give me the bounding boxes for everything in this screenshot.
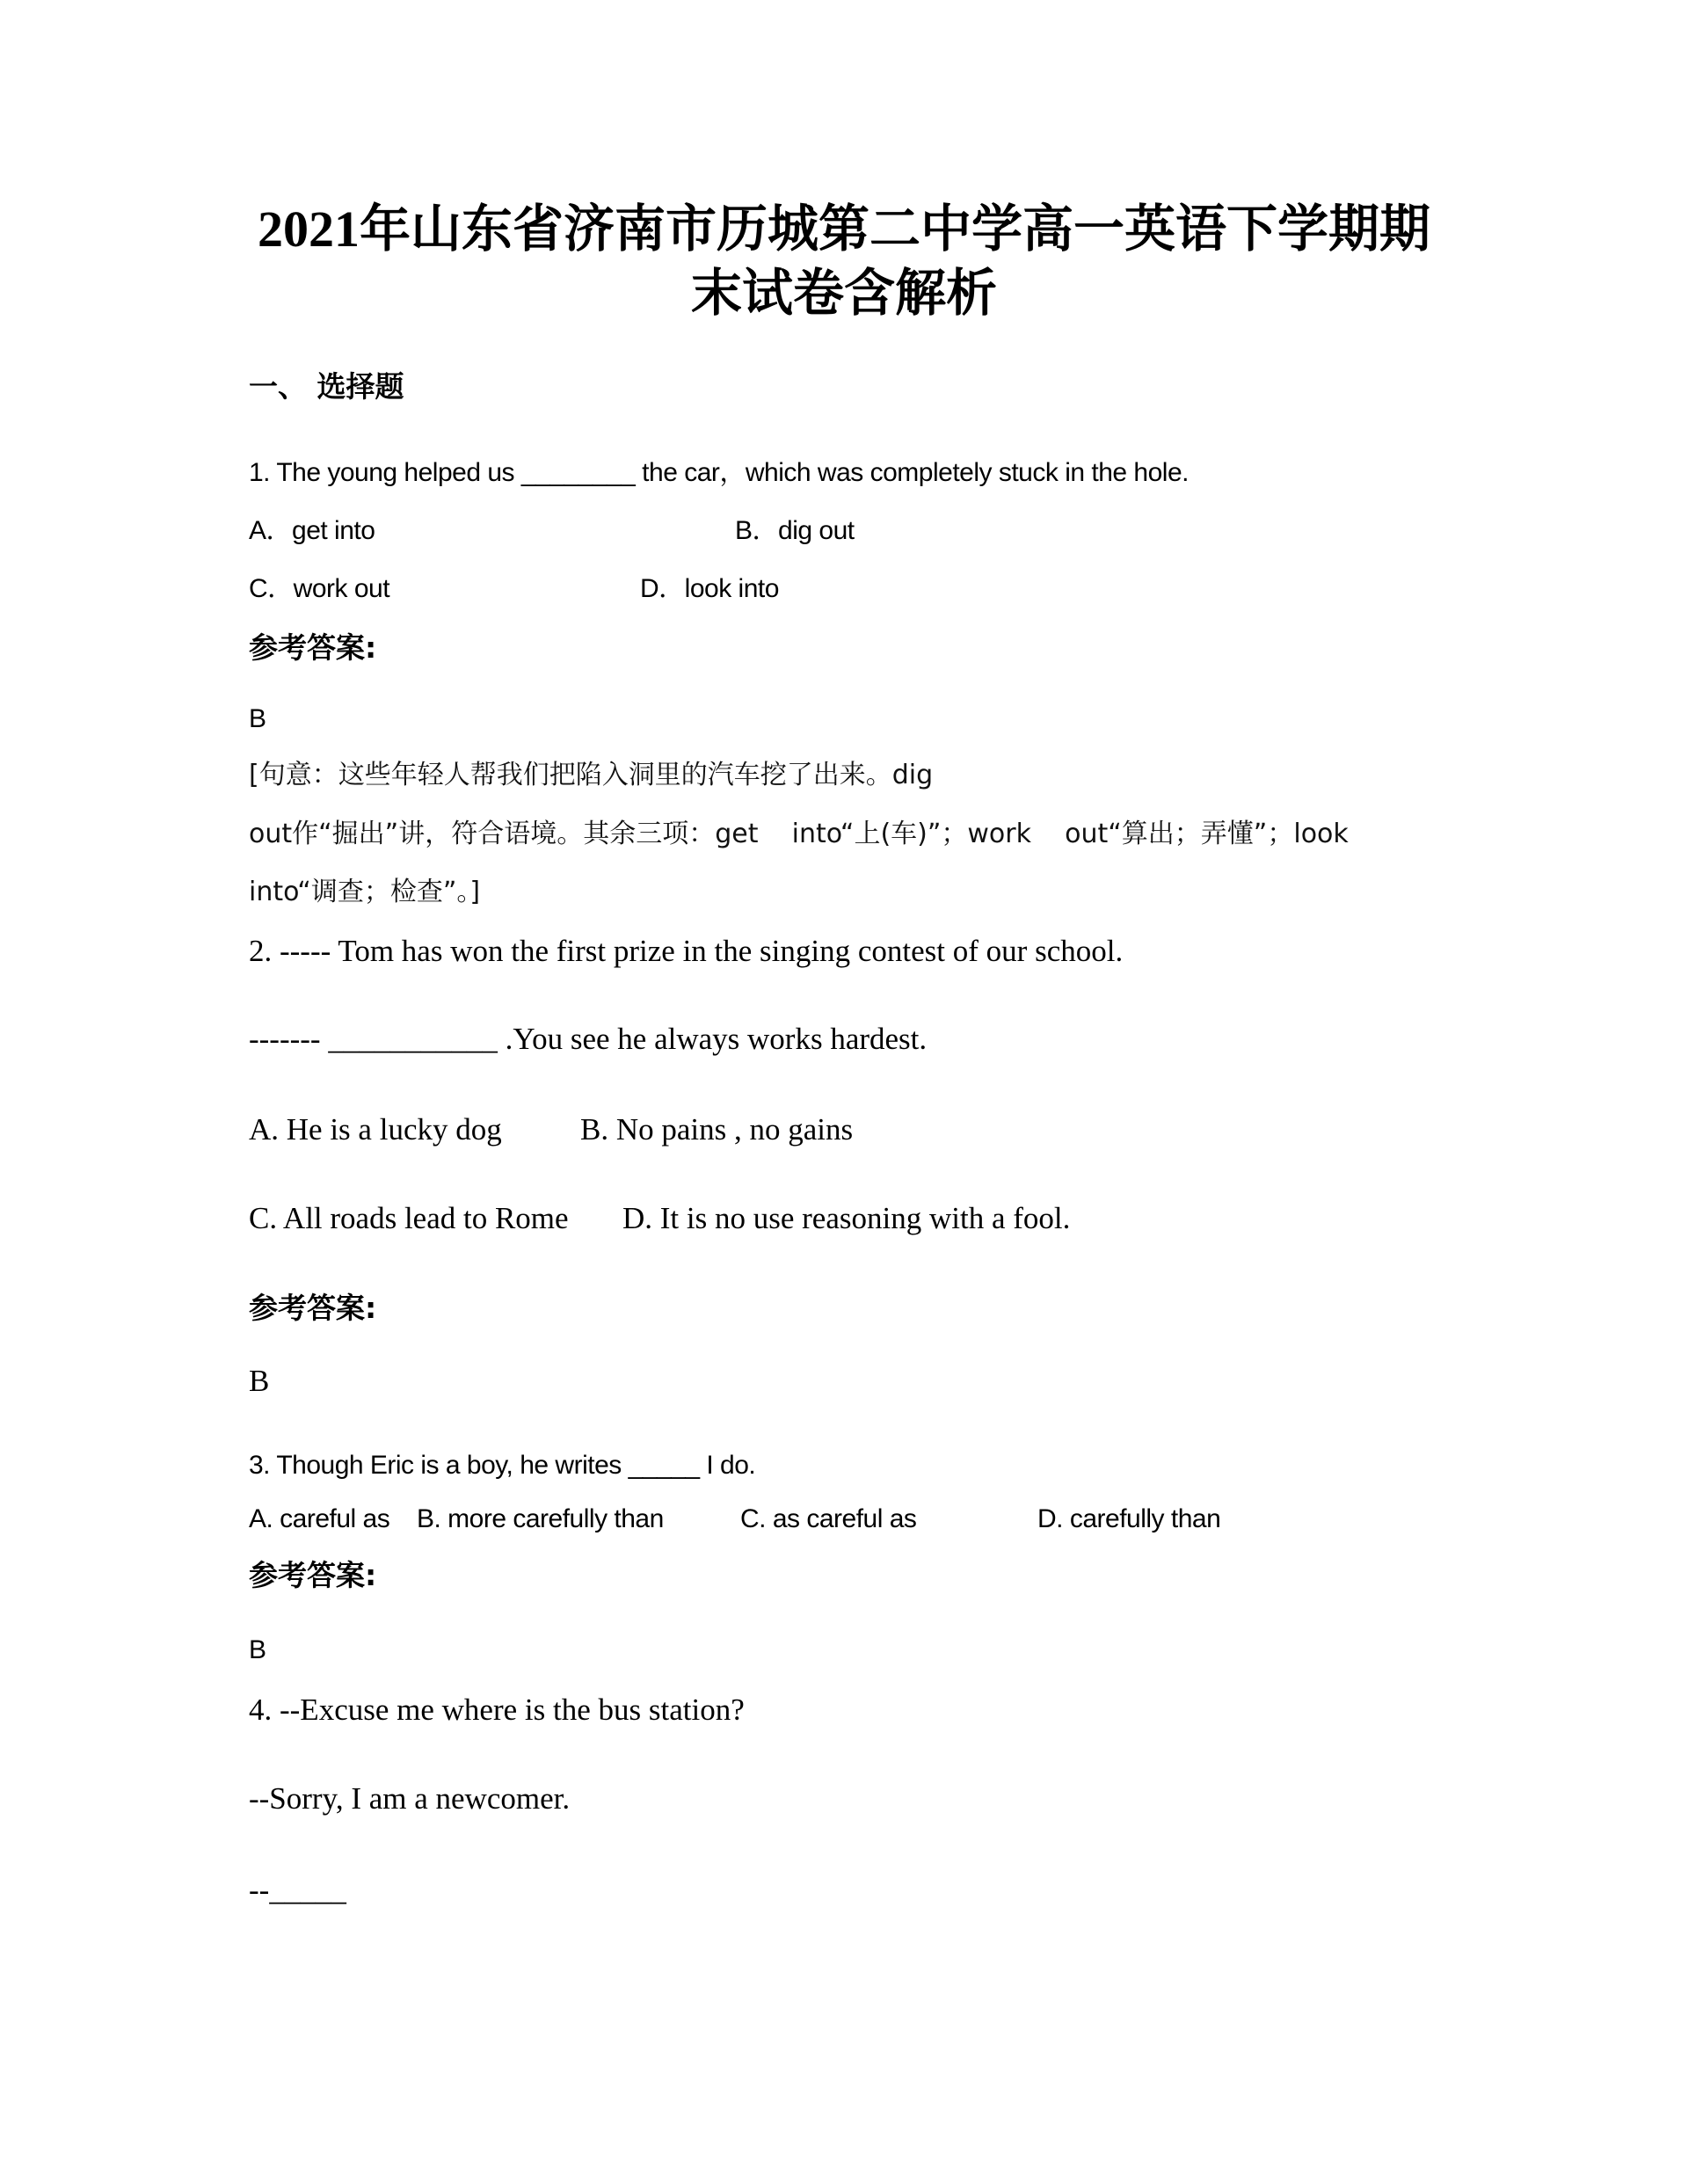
question-3-option-c: C. as careful as: [740, 1504, 917, 1533]
question-2-stem-line-2: [249, 1023, 927, 1054]
question-2-answer: B: [249, 1364, 270, 1398]
question-2-answer-label: 参考答案:: [249, 1291, 377, 1325]
question-2-option-a: A. He is a lucky dog: [249, 1112, 502, 1147]
question-1-answer-label: 参考答案:: [249, 630, 377, 665]
question-1-blank: ________: [520, 458, 636, 487]
question-2-stem-suffix: .You see he always works hardest.: [497, 1022, 928, 1056]
question-3-stem: [249, 1452, 755, 1479]
question-1-answer: B: [249, 704, 266, 733]
question-2-option-b: B. No pains , no gains: [580, 1112, 854, 1147]
document-title-line-1: 2021年山东省济南市历城第二中学高一英语下学期期: [257, 200, 1430, 258]
question-4-stem-line-2: --Sorry, I am a newcomer.: [249, 1781, 571, 1816]
question-1-option-d: D．look into: [640, 574, 779, 603]
question-3-option-d: D. carefully than: [1037, 1504, 1221, 1533]
question-1-stem-after: the car，which was completely stuck in the hole.: [635, 458, 1189, 487]
question-1-explanation-line-2: out作“掘出”讲，符合语境。其余三项：get into“上(车)”；work out“算出；弄懂”；look: [249, 819, 1349, 849]
question-4-stem-line-3: [249, 1875, 346, 1905]
question-1-explanation-line-3: into“调查；检查”。]: [249, 877, 481, 907]
document-title-line-2: 末试卷含解析: [690, 265, 997, 322]
question-3-blank: _____: [628, 1451, 700, 1480]
question-4-dash: --: [249, 1873, 270, 1907]
question-3-answer-label: 参考答案:: [249, 1558, 377, 1592]
section-heading: 一、 选择题: [249, 369, 404, 404]
question-3-option-b: B. more carefully than: [417, 1504, 664, 1533]
question-1-stem: [249, 460, 1189, 486]
question-4-blank: _____: [269, 1873, 346, 1907]
question-1-option-c: C．work out: [249, 574, 390, 603]
question-2-option-d: D. It is no use reasoning with a fool.: [622, 1201, 1071, 1235]
question-3-answer: B: [249, 1635, 266, 1664]
question-3-option-a: A. careful as: [249, 1504, 390, 1533]
question-2-dash: -------: [249, 1022, 329, 1056]
question-4-stem-line-1: 4. --Excuse me where is the bus station?: [249, 1693, 745, 1727]
question-1-option-b: B．dig out: [735, 516, 855, 545]
question-2-stem-line-1: 2. ----- Tom has won the first prize in the singing contest of our school.: [249, 934, 1124, 968]
question-1-explanation-line-1: [句意：这些年轻人帮我们把陷入洞里的汽车挖了出来。dig: [249, 760, 934, 790]
question-1-option-a: A．get into: [249, 516, 375, 545]
question-2-option-c: C. All roads lead to Rome: [249, 1201, 569, 1235]
question-3-stem-before: 3. Though Eric is a boy, he writes: [249, 1451, 629, 1480]
question-2-blank: ___________: [328, 1022, 498, 1056]
question-1-stem-before: 1. The young helped us: [249, 458, 521, 487]
question-3-stem-after: I do.: [699, 1451, 756, 1480]
